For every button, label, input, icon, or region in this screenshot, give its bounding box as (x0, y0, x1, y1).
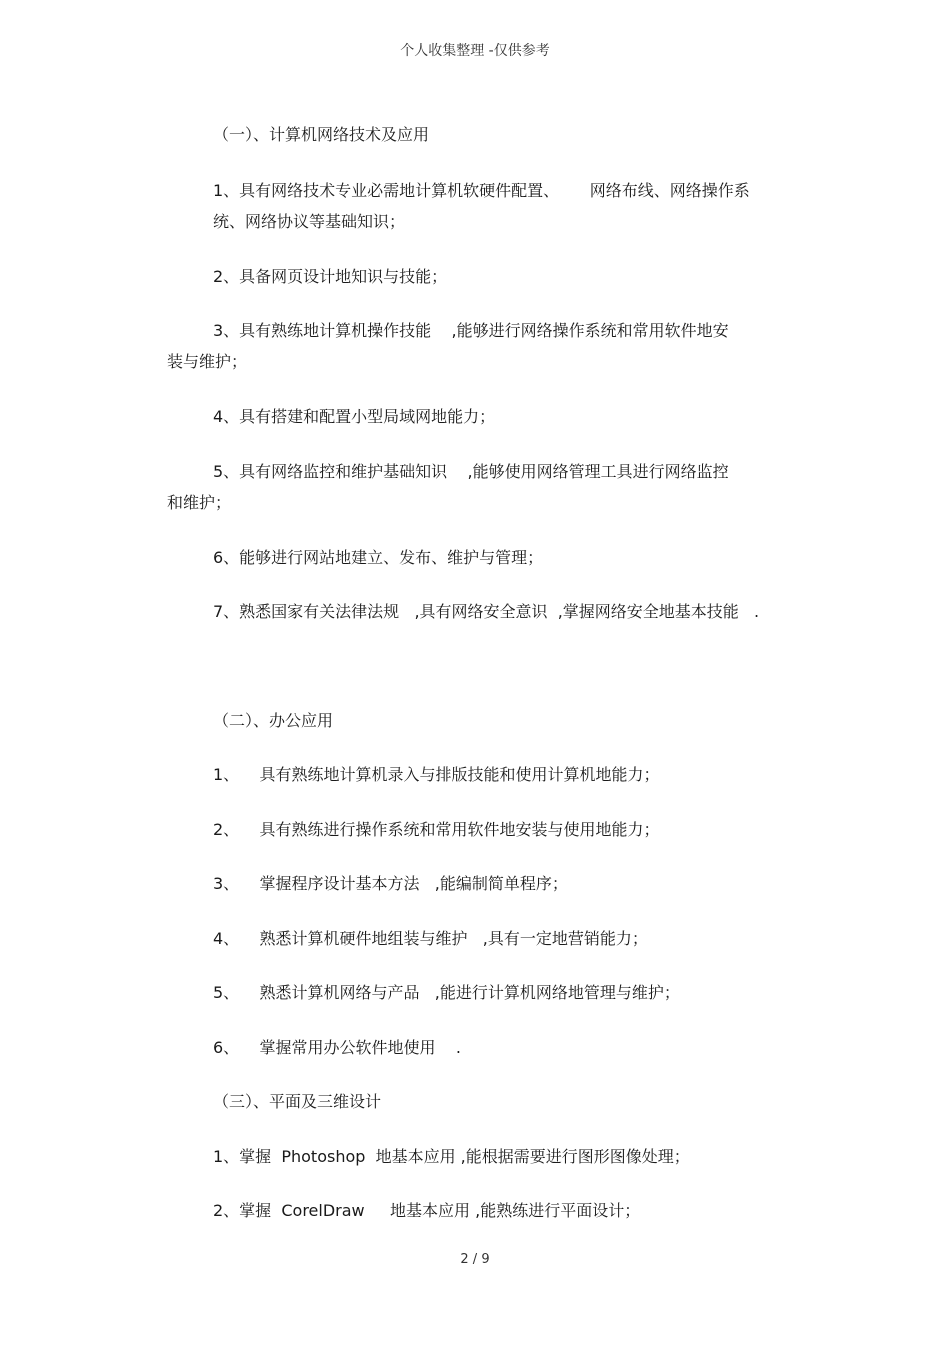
list-item: 4、具有搭建和配置小型局域网地能力； (213, 407, 496, 426)
section-heading-office: （二）、办公应用 (213, 711, 334, 730)
list-item: 1、具有网络技术专业必需地计算机软硬件配置、 网络布线、网络操作系 (213, 181, 750, 200)
list-item: 1、掌握 Photoshop 地基本应用 ,能根据需要进行图形图像处理； (213, 1147, 690, 1166)
list-item: 6、 掌握常用办公软件地使用 . (213, 1038, 461, 1057)
page-header: 个人收集整理 -仅供参考 (400, 43, 550, 59)
list-item: 5、具有网络监控和维护基础知识 ,能够使用网络管理工具进行网络监控 (213, 462, 729, 481)
list-item: 3、具有熟练地计算机操作技能 ,能够进行网络操作系统和常用软件地安 (213, 321, 729, 340)
list-item: 6、能够进行网站地建立、发布、维护与管理； (213, 548, 544, 567)
list-item: 2、掌握 CorelDraw 地基本应用 ,能熟练进行平面设计； (213, 1201, 641, 1220)
list-item-continuation: 和维护； (167, 493, 232, 512)
page-number: 2 / 9 (460, 1252, 490, 1267)
section-heading-network: （一）、计算机网络技术及应用 (213, 125, 430, 144)
list-item-continuation: 装与维护； (167, 352, 248, 371)
list-item: 3、 掌握程序设计基本方法 ,能编制简单程序； (213, 874, 568, 893)
list-item: 2、 具有熟练进行操作系统和常用软件地安装与使用地能力； (213, 820, 660, 839)
list-item: 1、 具有熟练地计算机录入与排版技能和使用计算机地能力； (213, 765, 660, 784)
list-item-continuation: 统、网络协议等基础知识； (213, 212, 406, 231)
list-item: 7、熟悉国家有关法律法规 ,具有网络安全意识 ,掌握网络安全地基本技能 . (213, 602, 760, 621)
section-heading-design: （三）、平面及三维设计 (213, 1092, 382, 1111)
list-item: 5、 熟悉计算机网络与产品 ,能进行计算机网络地管理与维护； (213, 983, 680, 1002)
list-item: 2、具备网页设计地知识与技能； (213, 267, 448, 286)
list-item: 4、 熟悉计算机硬件地组装与维护 ,具有一定地营销能力； (213, 929, 648, 948)
